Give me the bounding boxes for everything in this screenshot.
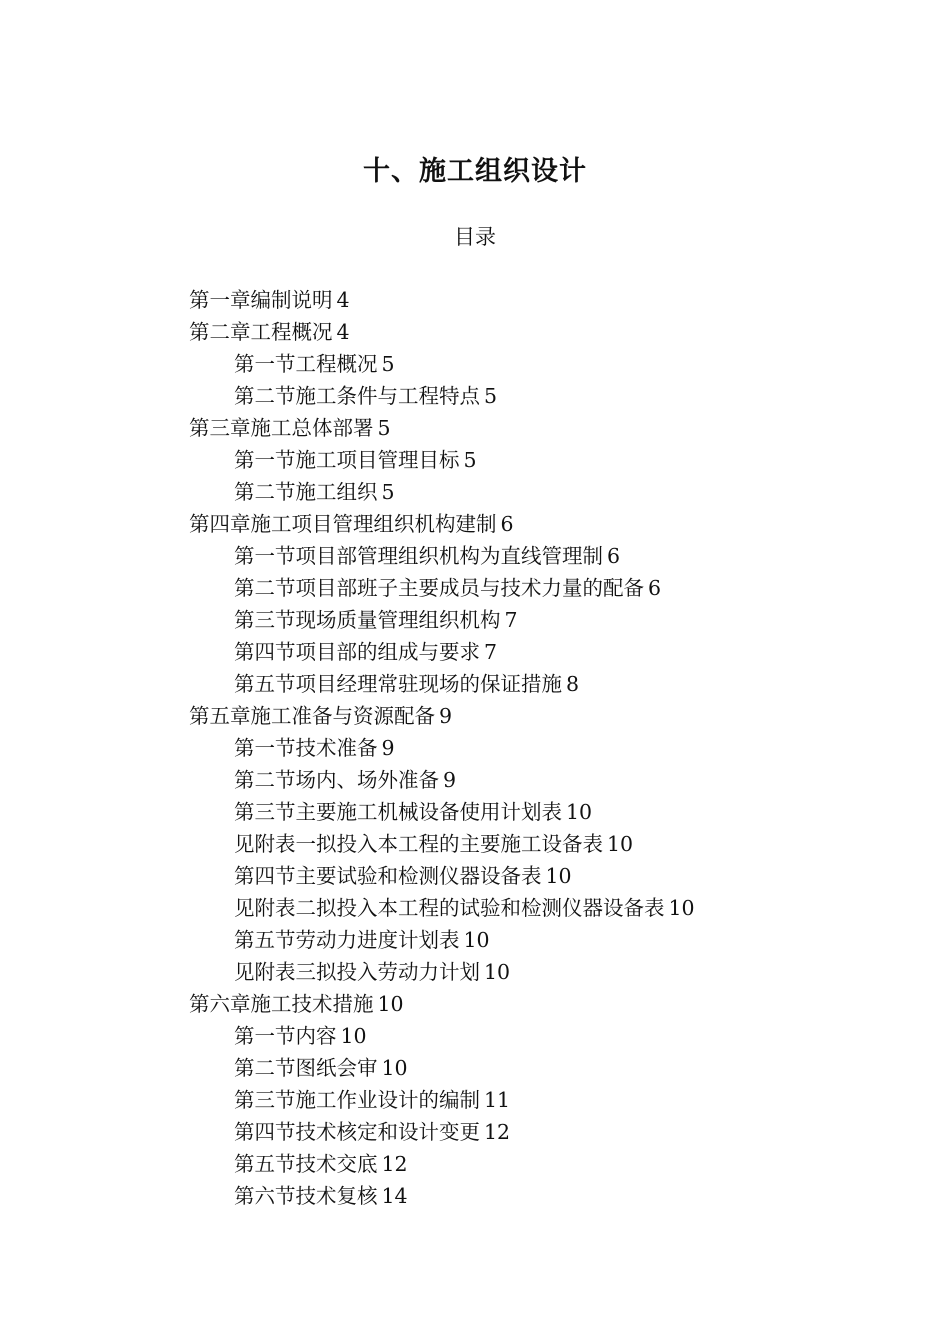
toc-entry-page: 9 [381,736,395,760]
toc-entry[interactable] [189,1148,909,1180]
toc-entry-page: 10 [381,1056,408,1080]
toc-heading: 目录 [454,225,496,249]
toc-entry-title: 第四章施工项目管理组织机构建制 [189,512,497,536]
toc-entry-title: 第四节项目部的组成与要求 [234,640,480,664]
toc-entry[interactable] [189,316,909,348]
toc-entry-page: 4 [336,320,350,344]
toc-entry-title: 第一节施工项目管理目标 [234,448,460,472]
toc-entry-title: 第三章施工总体部署 [189,416,374,440]
toc-entry[interactable] [189,828,909,860]
toc-entry-page: 5 [463,448,477,472]
toc-entry[interactable] [189,860,909,892]
toc-entry[interactable] [189,572,909,604]
toc-entry[interactable] [189,1084,909,1116]
toc-entry[interactable] [189,764,909,796]
toc-entry-title: 第二节项目部班子主要成员与技术力量的配备 [234,576,644,600]
toc-entry[interactable] [189,508,909,540]
toc-entry-page: 10 [340,1024,367,1048]
toc-entry[interactable] [189,412,909,444]
toc-entry-title: 第一节项目部管理组织机构为直线管理制 [234,544,603,568]
toc-entry-title: 第六节技术复核 [234,1184,378,1208]
toc-entry-title: 第五章施工准备与资源配备 [189,704,435,728]
toc-entry-title: 第二节施工组织 [234,480,378,504]
toc-entry[interactable] [189,1116,909,1148]
toc-entry-page: 10 [607,832,634,856]
toc-entry-title: 第一节内容 [234,1024,337,1048]
toc-entry-page: 5 [381,352,395,376]
toc-entry-title: 第二节图纸会审 [234,1056,378,1080]
toc-entry[interactable] [189,540,909,572]
toc-entry-page: 5 [381,480,395,504]
toc-entry-page: 10 [377,992,404,1016]
toc-entry-title: 第五节项目经理常驻现场的保证措施 [234,672,562,696]
toc-entry-title: 第一节技术准备 [234,736,378,760]
toc-entry[interactable] [189,604,909,636]
toc-entry-page: 5 [484,384,498,408]
toc-entry-page: 4 [336,288,350,312]
toc-entry-page: 10 [566,800,593,824]
toc-entry-page: 9 [439,704,453,728]
toc-entry[interactable] [189,700,909,732]
toc-entry-page: 10 [668,896,695,920]
toc-entry[interactable] [189,284,909,316]
toc-entry-title: 第五节劳动力进度计划表 [234,928,460,952]
toc-entry[interactable] [189,956,909,988]
toc-entry-title: 第四节技术核定和设计变更 [234,1120,480,1144]
toc-entry-title: 第三节施工作业设计的编制 [234,1088,480,1112]
toc-entry-title: 第二节场内、场外准备 [234,768,439,792]
toc-entry[interactable] [189,668,909,700]
toc-entry[interactable] [189,636,909,668]
toc-entry-title: 第二章工程概况 [189,320,333,344]
toc-entry-page: 6 [500,512,514,536]
toc-entry-title: 见附表二拟投入本工程的试验和检测仪器设备表 [234,896,665,920]
toc-entry-title: 第一章编制说明 [189,288,333,312]
toc-entry[interactable] [189,732,909,764]
toc-entry-title: 第三节现场质量管理组织机构 [234,608,501,632]
toc-entry-page: 9 [443,768,457,792]
toc-entry-title: 第六章施工技术措施 [189,992,374,1016]
toc-entry[interactable] [189,892,909,924]
toc-entry-title: 第四节主要试验和检测仪器设备表 [234,864,542,888]
toc-entry[interactable] [189,988,909,1020]
toc-entry-page: 11 [484,1088,511,1112]
toc-entry-title: 第一节工程概况 [234,352,378,376]
toc-entry-title: 第五节技术交底 [234,1152,378,1176]
toc-entry-page: 14 [381,1184,408,1208]
toc-entry[interactable] [189,1052,909,1084]
toc-entry-page: 7 [504,608,518,632]
toc-entry[interactable] [189,1020,909,1052]
toc-entry-title: 第二节施工条件与工程特点 [234,384,480,408]
toc-entry-title: 见附表一拟投入本工程的主要施工设备表 [234,832,603,856]
toc-entry-title: 见附表三拟投入劳动力计划 [234,960,480,984]
toc-entry-page: 10 [545,864,572,888]
toc-entry-page: 7 [484,640,498,664]
toc-entry-title: 第三节主要施工机械设备使用计划表 [234,800,562,824]
toc-entry-page: 6 [648,576,662,600]
toc-entry[interactable] [189,444,909,476]
toc-entry[interactable] [189,1180,909,1212]
toc-entry-page: 12 [381,1152,408,1176]
document-title: 十、施工组织设计 [363,156,587,188]
toc-entry[interactable] [189,348,909,380]
toc-entry-page: 8 [566,672,580,696]
toc-entry-page: 5 [377,416,391,440]
toc-entry-page: 6 [607,544,621,568]
toc-entry-page: 10 [484,960,511,984]
toc-entry[interactable] [189,796,909,828]
toc-entry[interactable] [189,380,909,412]
table-of-contents [189,284,909,1212]
toc-entry-page: 10 [463,928,490,952]
toc-entry-page: 12 [484,1120,511,1144]
toc-entry[interactable] [189,924,909,956]
toc-entry[interactable] [189,476,909,508]
